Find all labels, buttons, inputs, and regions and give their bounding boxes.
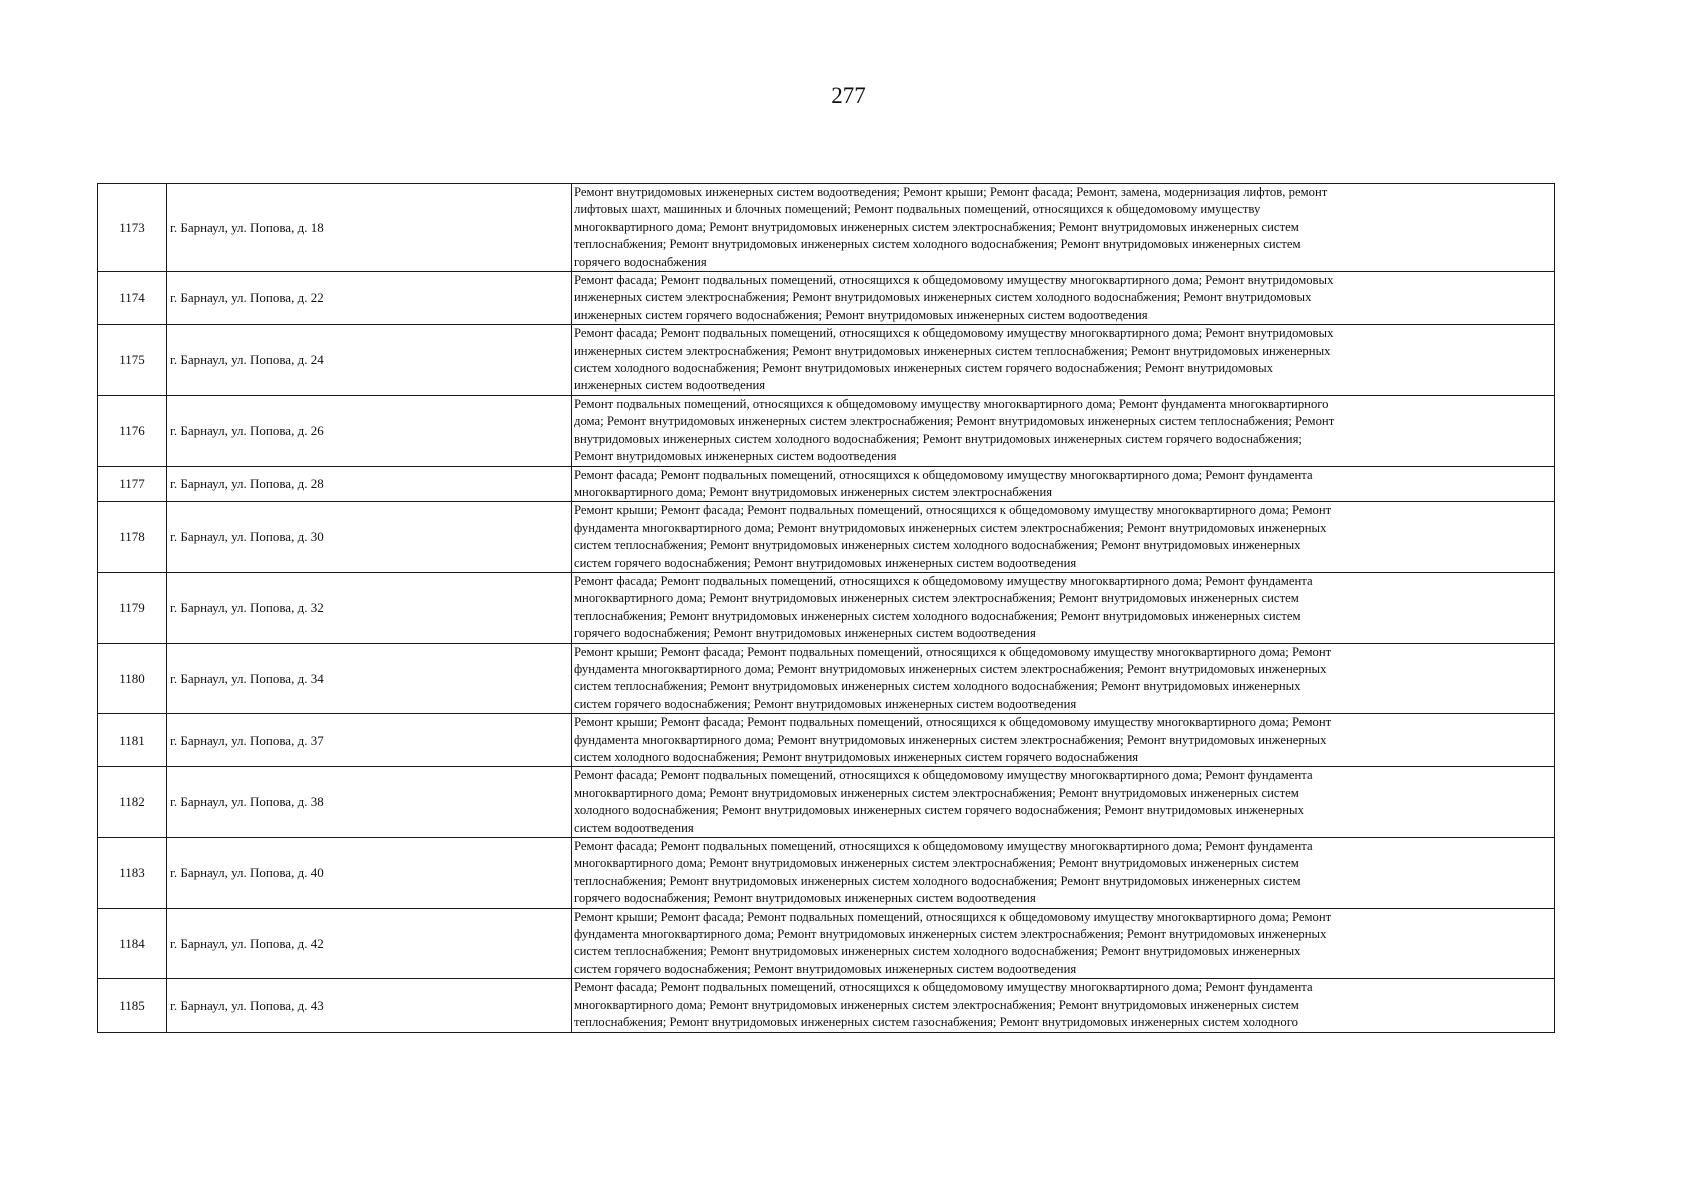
address-cell: г. Барнаул, ул. Попова, д. 34 [167, 643, 572, 714]
repair-works-line: Ремонт фасада; Ремонт подвальных помещений, относящихся к общедомовому имуществу многоквартирного дома; Ремонт фундамента [574, 980, 1313, 995]
row-number-cell: 1184 [98, 908, 167, 979]
address-cell: г. Барнаул, ул. Попова, д. 32 [167, 572, 572, 643]
repair-works-line: Ремонт фасада; Ремонт подвальных помещений, относящихся к общедомовому имуществу многоквартирного дома; Ремонт внутридомовых [574, 273, 1334, 288]
table-row [98, 838, 1555, 909]
table-row [98, 184, 1555, 272]
page-number: 277 [831, 83, 866, 108]
table-row [98, 466, 1555, 502]
repair-works-cell [572, 838, 1555, 909]
row-number-cell: 1180 [98, 643, 167, 714]
repair-works-line: фундамента многоквартирного дома; Ремонт внутридомовых инженерных систем электроснабжения; Ремонт внутридомовых инженерных [574, 927, 1327, 942]
repair-works-cell [572, 643, 1555, 714]
table-row [98, 572, 1555, 643]
address-cell: г. Барнаул, ул. Попова, д. 40 [167, 838, 572, 909]
repair-works-line: инженерных систем водоотведения [574, 378, 766, 393]
table-row [98, 325, 1555, 396]
address-cell: г. Барнаул, ул. Попова, д. 43 [167, 979, 572, 1032]
repair-works-line: холодного водоснабжения; Ремонт внутридомовых инженерных систем горячего водоснабжения; Ремонт внутридомовых инженерных [574, 803, 1304, 818]
repair-works-line: многоквартирного дома; Ремонт внутридомовых инженерных систем электроснабжения; Ремонт внутридомовых инженерных систем [574, 219, 1299, 234]
repair-works-cell [572, 979, 1555, 1032]
table-row [98, 767, 1555, 838]
address-cell: г. Барнаул, ул. Попова, д. 26 [167, 395, 572, 466]
repair-works-line: горячего водоснабжения; Ремонт внутридомовых инженерных систем водоотведения [574, 626, 1036, 641]
address-cell: г. Барнаул, ул. Попова, д. 28 [167, 466, 572, 502]
repair-works-line: Ремонт фасада; Ремонт подвальных помещений, относящихся к общедомовому имуществу многоквартирного дома; Ремонт фундамента [574, 467, 1313, 482]
repair-works-line: многоквартирного дома; Ремонт внутридомовых инженерных систем электроснабжения; Ремонт внутридомовых инженерных систем [574, 997, 1299, 1012]
repair-works-line: многоквартирного дома; Ремонт внутридомовых инженерных систем электроснабжения; Ремонт внутридомовых инженерных систем [574, 591, 1299, 606]
row-number-cell: 1176 [98, 395, 167, 466]
row-number-cell: 1185 [98, 979, 167, 1032]
repair-works-line: систем теплоснабжения; Ремонт внутридомовых инженерных систем холодного водоснабжения; Ремонт внутридомовых инженерных [574, 679, 1301, 694]
repair-works-line: систем теплоснабжения; Ремонт внутридомовых инженерных систем холодного водоснабжения; Ремонт внутридомовых инженерных [574, 538, 1301, 553]
repair-works-line: Ремонт фасада; Ремонт подвальных помещений, относящихся к общедомовому имуществу многоквартирного дома; Ремонт фундамента [574, 839, 1313, 854]
table-row [98, 714, 1555, 767]
row-number-cell: 1182 [98, 767, 167, 838]
repair-works-line: лифтовых шахт, машинных и блочных помещений; Ремонт подвальных помещений, относящихся к общедомовому имуществу [574, 202, 1261, 217]
repair-works-cell [572, 272, 1555, 325]
repair-works-line: Ремонт внутридомовых инженерных систем водоотведения [574, 449, 897, 464]
repair-works-cell [572, 767, 1555, 838]
table-row [98, 908, 1555, 979]
repair-works-line: Ремонт подвальных помещений, относящихся к общедомовому имуществу многоквартирного дома; Ремонт фундамента многоквартирного [574, 396, 1329, 411]
repair-works-line: систем горячего водоснабжения; Ремонт внутридомовых инженерных систем водоотведения [574, 555, 1077, 570]
address-cell: г. Барнаул, ул. Попова, д. 37 [167, 714, 572, 767]
repair-works-line: систем холодного водоснабжения; Ремонт внутридомовых инженерных систем горячего водоснабжения; Ремонт внутридомовых [574, 361, 1273, 376]
row-number-cell: 1181 [98, 714, 167, 767]
repair-works-line: систем холодного водоснабжения; Ремонт внутридомовых инженерных систем горячего водоснабжения [574, 750, 1139, 764]
address-cell: г. Барнаул, ул. Попова, д. 22 [167, 272, 572, 325]
address-cell: г. Барнаул, ул. Попова, д. 30 [167, 502, 572, 573]
repair-works-line: многоквартирного дома; Ремонт внутридомовых инженерных систем электроснабжения; Ремонт внутридомовых инженерных систем [574, 856, 1299, 871]
row-number-cell: 1175 [98, 325, 167, 396]
repair-works-cell [572, 466, 1555, 502]
repair-works-line: дома; Ремонт внутридомовых инженерных систем электроснабжения; Ремонт внутридомовых инженерных систем теплоснабжения; Ремонт [574, 414, 1335, 429]
repair-works-line: теплоснабжения; Ремонт внутридомовых инженерных систем холодного водоснабжения; Ремонт внутридомовых инженерных систем [574, 237, 1301, 252]
repair-works-line: фундамента многоквартирного дома; Ремонт внутридомовых инженерных систем электроснабжения; Ремонт внутридомовых инженерных [574, 661, 1327, 676]
repair-works-line: Ремонт крыши; Ремонт фасада; Ремонт подвальных помещений, относящихся к общедомовому имуществу многоквартирного дома; Ремонт [574, 503, 1332, 518]
address-cell: г. Барнаул, ул. Попова, д. 18 [167, 184, 572, 272]
repair-works-line: теплоснабжения; Ремонт внутридомовых инженерных систем холодного водоснабжения; Ремонт внутридомовых инженерных систем [574, 608, 1301, 623]
repair-works-line: фундамента многоквартирного дома; Ремонт внутридомовых инженерных систем электроснабжения; Ремонт внутридомовых инженерных [574, 732, 1327, 747]
table-row [98, 272, 1555, 325]
repair-works-line: инженерных систем горячего водоснабжения; Ремонт внутридомовых инженерных систем водоотведения [574, 307, 1148, 322]
row-number-cell: 1177 [98, 466, 167, 502]
repair-works-line: инженерных систем электроснабжения; Ремонт внутридомовых инженерных систем теплоснабжения; Ремонт внутридомовых инженерных [574, 343, 1331, 358]
repair-works-line: Ремонт крыши; Ремонт фасада; Ремонт подвальных помещений, относящихся к общедомовому имуществу многоквартирного дома; Ремонт [574, 715, 1332, 730]
row-number-cell: 1173 [98, 184, 167, 272]
repair-works-cell [572, 908, 1555, 979]
repair-works-line: Ремонт фасада; Ремонт подвальных помещений, относящихся к общедомовому имуществу многоквартирного дома; Ремонт фундамента [574, 768, 1313, 783]
repair-works-line: теплоснабжения; Ремонт внутридомовых инженерных систем холодного водоснабжения; Ремонт внутридомовых инженерных систем [574, 873, 1301, 888]
table-row [98, 979, 1555, 1032]
repair-works-line: Ремонт фасада; Ремонт подвальных помещений, относящихся к общедомовому имуществу многоквартирного дома; Ремонт фундамента [574, 573, 1313, 588]
table-row [98, 502, 1555, 573]
table-row [98, 643, 1555, 714]
row-number-cell: 1174 [98, 272, 167, 325]
repair-works-line: Ремонт крыши; Ремонт фасада; Ремонт подвальных помещений, относящихся к общедомовому имуществу многоквартирного дома; Ремонт [574, 644, 1332, 659]
repair-works-line: систем горячего водоснабжения; Ремонт внутридомовых инженерных систем водоотведения [574, 696, 1077, 711]
repair-works-cell [572, 502, 1555, 573]
repair-works-cell [572, 184, 1555, 272]
address-cell: г. Барнаул, ул. Попова, д. 42 [167, 908, 572, 979]
repair-works-line: горячего водоснабжения [574, 254, 707, 269]
table-body [98, 184, 1555, 1033]
row-number-cell: 1179 [98, 572, 167, 643]
repair-works-line: внутридомовых инженерных систем холодного водоснабжения; Ремонт внутридомовых инженерных систем горячего водоснабжения; [574, 431, 1302, 446]
repair-works-line: Ремонт фасада; Ремонт подвальных помещений, относящихся к общедомовому имуществу многоквартирного дома; Ремонт внутридомовых [574, 326, 1334, 341]
table-row [98, 395, 1555, 466]
address-cell: г. Барнаул, ул. Попова, д. 38 [167, 767, 572, 838]
row-number-cell: 1183 [98, 838, 167, 909]
repair-works-cell [572, 325, 1555, 396]
repair-works-cell [572, 714, 1555, 767]
repair-registry-table [97, 183, 1555, 1033]
repair-works-line: систем водоотведения [574, 820, 694, 835]
repair-works-line: инженерных систем электроснабжения; Ремонт внутридомовых инженерных систем холодного водоснабжения; Ремонт внутридомовых [574, 290, 1312, 305]
repair-works-line: систем теплоснабжения; Ремонт внутридомовых инженерных систем холодного водоснабжения; Ремонт внутридомовых инженерных [574, 944, 1301, 959]
repair-works-line: многоквартирного дома; Ремонт внутридомовых инженерных систем электроснабжения; Ремонт внутридомовых инженерных систем [574, 785, 1299, 800]
address-cell: г. Барнаул, ул. Попова, д. 24 [167, 325, 572, 396]
repair-works-line: многоквартирного дома; Ремонт внутридомовых инженерных систем электроснабжения [574, 484, 1053, 499]
repair-works-line: Ремонт внутридомовых инженерных систем водоотведения; Ремонт крыши; Ремонт фасада; Ремонт, замена, модернизация лифтов, ремонт [574, 185, 1328, 199]
repair-works-cell [572, 395, 1555, 466]
repair-works-cell [572, 572, 1555, 643]
repair-works-line: систем горячего водоснабжения; Ремонт внутридомовых инженерных систем водоотведения [574, 961, 1077, 976]
repair-works-line: горячего водоснабжения; Ремонт внутридомовых инженерных систем водоотведения [574, 891, 1036, 906]
repair-works-line: фундамента многоквартирного дома; Ремонт внутридомовых инженерных систем электроснабжения; Ремонт внутридомовых инженерных [574, 520, 1327, 535]
repair-works-line: теплоснабжения; Ремонт внутридомовых инженерных систем газоснабжения; Ремонт внутридомовых инженерных систем холодного [574, 1015, 1298, 1030]
row-number-cell: 1178 [98, 502, 167, 573]
repair-works-line: Ремонт крыши; Ремонт фасада; Ремонт подвальных помещений, относящихся к общедомовому имуществу многоквартирного дома; Ремонт [574, 909, 1332, 924]
